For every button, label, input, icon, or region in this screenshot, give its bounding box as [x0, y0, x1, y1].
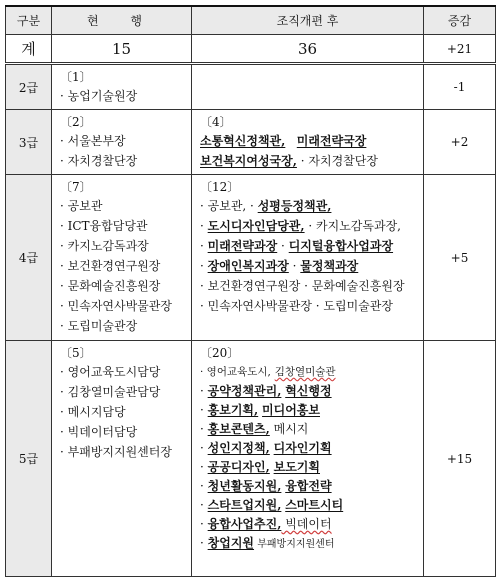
list-item: · 보건환경연구원장 · 문화예술진흥원장	[200, 279, 405, 293]
bullet: ·	[200, 219, 204, 233]
organization-table	[5, 5, 496, 577]
list-item: · 보건환경연구원장	[60, 259, 161, 273]
bullet: ·	[281, 239, 285, 253]
after-cell	[192, 110, 424, 175]
unit: · 공보관, ·	[200, 199, 254, 213]
list-item	[200, 151, 417, 171]
list-item: · 김창열미술관담당	[60, 385, 161, 399]
unit: 김창열미술관	[274, 366, 336, 378]
grade-row-2	[6, 64, 496, 110]
list-item	[200, 362, 417, 382]
header-current: 현 행	[52, 6, 192, 35]
list-item: · 서울본부장	[60, 134, 126, 148]
header-change: 증감	[424, 6, 496, 35]
new-unit: 미디어홍보	[262, 403, 320, 417]
current-count: 〔2〕	[60, 115, 92, 129]
header-category: 구분	[6, 6, 52, 35]
bullet: ·	[200, 536, 204, 550]
list-item: · 민속자연사박물관장	[60, 299, 172, 313]
bullet: ·	[200, 498, 204, 512]
current-cell	[52, 175, 192, 341]
bullet: ·	[200, 259, 204, 273]
list-item	[200, 458, 417, 477]
new-unit: 미래전략과장	[207, 239, 278, 253]
list-item: · 민속자연사박물관장 · 도립미술관장	[200, 299, 393, 313]
list-item	[200, 256, 417, 276]
after-count: 〔4〕	[200, 115, 232, 129]
list-item	[200, 515, 417, 534]
current-count: 〔1〕	[60, 70, 92, 84]
list-item: · ICT융합담당관	[60, 219, 148, 233]
list-item	[200, 382, 417, 401]
list-item	[200, 131, 417, 151]
total-current: 15	[52, 35, 192, 64]
new-unit: 공공디자인,	[207, 460, 270, 474]
change-value: -1	[424, 64, 496, 110]
new-unit: 보도기획	[273, 460, 320, 474]
new-unit: 청년활동지원,	[207, 479, 282, 493]
list-item: · 공보관	[60, 199, 103, 213]
grade-label: 2급	[6, 64, 52, 110]
new-unit: 도시디자인담당관,	[207, 219, 305, 233]
new-unit: 장애인복지과장	[207, 259, 289, 273]
list-item	[200, 439, 417, 458]
change-value: +5	[424, 175, 496, 341]
new-unit: 디지털융합사업과장	[288, 239, 394, 253]
list-item: · 도립미술관장	[60, 319, 138, 333]
new-unit: 성평등정책관,	[257, 199, 332, 213]
list-item: · 농업기술원장	[60, 89, 138, 103]
org-table-container	[5, 5, 495, 577]
current-count: 〔5〕	[60, 346, 92, 360]
list-item: · 문화예술진흥원장	[60, 279, 161, 293]
list-item: · 영어교육도시담당	[60, 365, 161, 379]
bullet: ·	[200, 384, 204, 398]
bullet: ·	[200, 517, 204, 531]
unit: 부패방지지원센터	[254, 539, 335, 550]
header-row	[6, 6, 496, 35]
unit: 빅데이터	[281, 517, 332, 531]
unit: · 자치경찰단장	[300, 154, 378, 168]
new-unit: 물정책과장	[300, 259, 359, 273]
list-item	[200, 401, 417, 420]
total-label: 계	[6, 35, 52, 64]
bullet: ·	[200, 460, 204, 474]
list-item: · 자치경찰단장	[60, 154, 138, 168]
list-item	[200, 477, 417, 496]
grade-row-5	[6, 341, 496, 577]
new-unit: 스마트시티	[285, 498, 344, 512]
unit: 메시지	[269, 422, 309, 436]
header-after: 조직개편 후	[192, 6, 424, 35]
grade-label: 4급	[6, 175, 52, 341]
unit: · 영어교육도시,	[200, 366, 271, 378]
list-item	[200, 216, 417, 236]
new-unit: 창업지원	[207, 536, 255, 550]
after-cell	[192, 341, 424, 577]
total-row	[6, 35, 496, 64]
list-item: · 카지노감독과장	[60, 239, 149, 253]
grade-label: 5급	[6, 341, 52, 577]
list-item	[200, 534, 417, 554]
new-unit: 디자인기획	[273, 441, 332, 455]
total-after: 36	[192, 35, 424, 64]
bullet: ·	[200, 403, 204, 417]
change-value: +2	[424, 110, 496, 175]
new-unit: 혁신행정	[285, 384, 332, 398]
after-cell	[192, 175, 424, 341]
change-value: +15	[424, 341, 496, 577]
bullet: ·	[200, 479, 204, 493]
list-item: · 부패방지지원센터장	[60, 445, 172, 459]
grade-row-3	[6, 110, 496, 175]
new-unit: 융합전략	[285, 479, 332, 493]
current-cell	[52, 64, 192, 110]
after-cell	[192, 64, 424, 110]
list-item	[200, 196, 417, 216]
bullet: ·	[200, 239, 204, 253]
total-change: +21	[424, 35, 496, 64]
unit: · 카지노감독과장,	[304, 219, 401, 233]
current-cell	[52, 110, 192, 175]
current-cell	[52, 341, 192, 577]
list-item: · 메시지담당	[60, 405, 126, 419]
list-item	[200, 236, 417, 256]
new-unit: 성인지정책,	[207, 441, 270, 455]
new-unit: 홍보기획,	[207, 403, 259, 417]
list-item	[200, 496, 417, 515]
new-unit: 공약정책관리,	[207, 384, 282, 398]
new-unit: 스타트업지원,	[207, 498, 282, 512]
grade-label: 3급	[6, 110, 52, 175]
new-unit: 홍보콘텐츠,	[207, 422, 270, 436]
list-item: · 빅데이터담당	[60, 425, 138, 439]
bullet: ·	[292, 259, 297, 273]
new-unit: 소통혁신정책관,	[200, 134, 286, 148]
bullet: ·	[200, 422, 204, 436]
after-count: 〔20〕	[200, 346, 240, 360]
after-count: 〔12〕	[200, 180, 240, 194]
list-item	[200, 420, 417, 439]
new-unit: 미래전략국장	[296, 134, 367, 148]
new-unit: 보건복지여성국장,	[200, 154, 297, 168]
bullet: ·	[200, 441, 204, 455]
grade-row-4	[6, 175, 496, 341]
current-count: 〔7〕	[60, 180, 92, 194]
new-unit: 융합사업추진,	[207, 517, 282, 531]
